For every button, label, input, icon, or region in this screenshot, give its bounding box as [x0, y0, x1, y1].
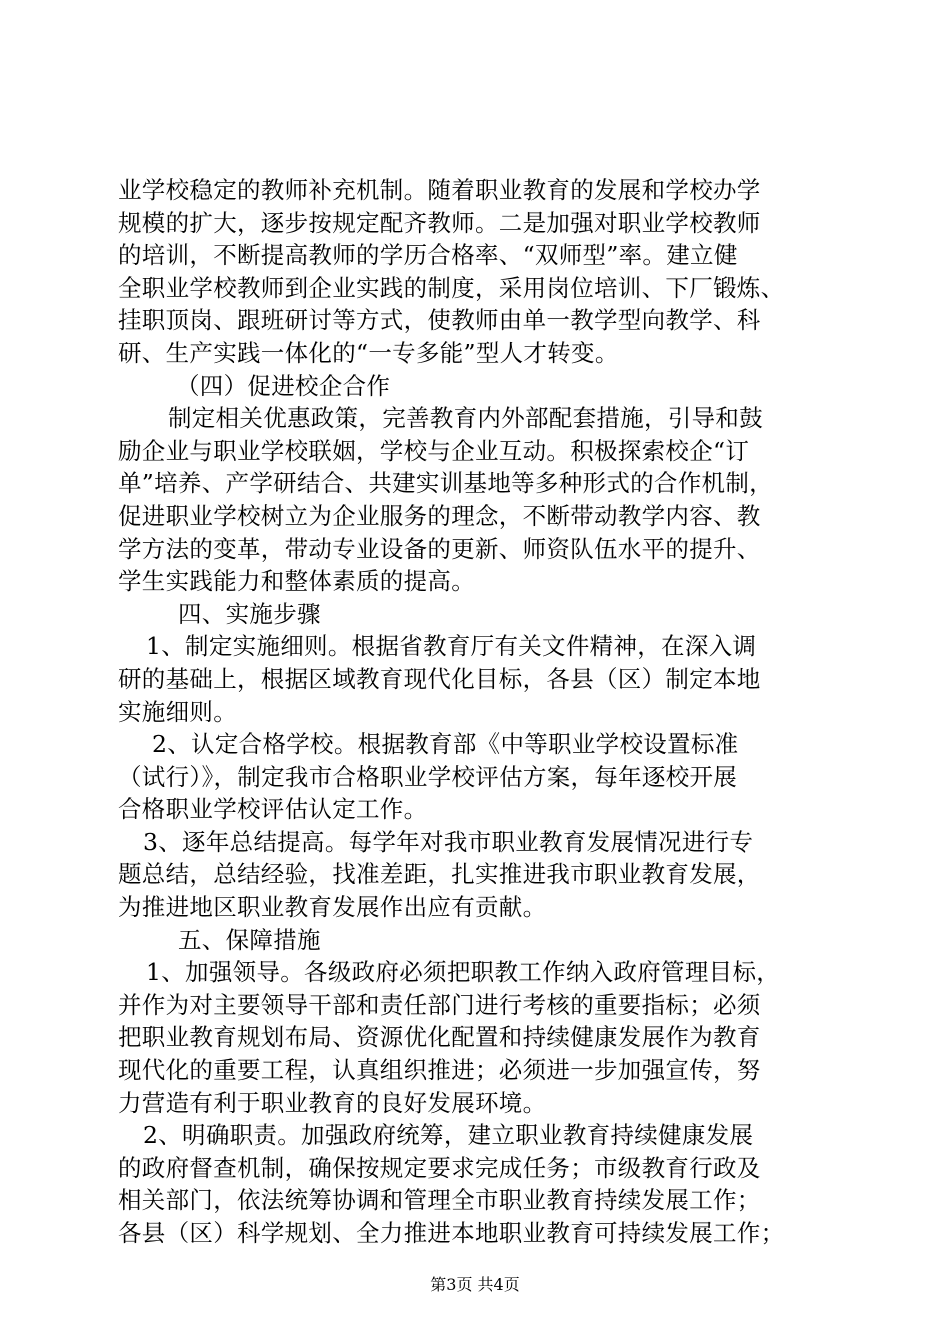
body-line: 学方法的变革，带动专业设备的更新、师资队伍水平的提升、 [118, 534, 761, 563]
section-heading: 五、保障措施 [178, 925, 321, 954]
body-line: 励企业与职业学校联姻，学校与企业互动。积极探索校企“订 [118, 436, 750, 465]
paragraph-first-line: 1、制定实施细则。根据省教育厅有关文件精神，在深入调 [146, 632, 757, 661]
body-line: 力营造有利于职业教育的良好发展环境。 [118, 1088, 547, 1117]
section-heading: 四、实施步骤 [178, 599, 321, 628]
paragraph-first-line: 2、明确职责。加强政府统筹，建立职业教育持续健康发展 [143, 1121, 754, 1150]
body-line: 的培训，不断提高教师的学历合格率、“双师型”率。建立健 [118, 241, 738, 270]
body-line: 题总结，总结经验，找准差距，扎实推进我市职业教育发展， [118, 860, 761, 889]
body-line: 相关部门，依法统筹协调和管理全市职业教育持续发展工作； [118, 1186, 761, 1215]
body-line: 单”培养、产学研结合、共建实训基地等多种形式的合作机制， [118, 469, 773, 498]
body-line: 促进职业学校树立为企业服务的理念，不断带动教学内容、教 [118, 501, 761, 530]
paragraph-first-line: 3、逐年总结提高。每学年对我市职业教育发展情况进行专 [143, 827, 754, 856]
body-line: 研、生产实践一体化的“一专多能”型人才转变。 [118, 338, 619, 367]
paragraph-first-line: 1、加强领导。各级政府必须把职教工作纳入政府管理目标， [146, 958, 781, 987]
body-line: 挂职顶岗、跟班研讨等方式，使教师由单一教学型向教学、科 [118, 306, 761, 335]
body-line: 的政府督查机制，确保按规定要求完成任务；市级教育行政及 [118, 1153, 761, 1182]
section-heading: （四）促进校企合作 [176, 371, 391, 400]
page-number-footer: 第3页 共4页 [430, 1275, 520, 1294]
body-line: 研的基础上，根据区域教育现代化目标，各县（区）制定本地 [118, 664, 761, 693]
body-line: 各县（区）科学规划、全力推进本地职业教育可持续发展工作； [118, 1219, 785, 1247]
body-line: 学生实践能力和整体素质的提高。 [118, 567, 475, 596]
body-line: 并作为对主要领导干部和责任部门进行考核的重要指标；必须 [118, 990, 761, 1019]
body-line: 合格职业学校评估认定工作。 [118, 795, 428, 824]
body-line: 实施细则。 [118, 697, 237, 726]
paragraph-first-line: 制定相关优惠政策，完善教育内外部配套措施，引导和鼓 [168, 404, 763, 433]
body-line: （试行）》，制定我市合格职业学校评估方案，每年逐校开展 [118, 762, 738, 791]
body-line: 为推进地区职业教育发展作出应有贡献。 [118, 893, 547, 922]
body-line: 把职业教育规划布局、资源优化配置和持续健康发展作为教育 [118, 1023, 761, 1052]
body-line: 全职业学校教师到企业实践的制度，采用岗位培训、下厂锻炼、 [118, 273, 785, 302]
document-body [118, 174, 838, 1250]
body-line: 业学校稳定的教师补充机制。随着职业教育的发展和学校办学 [118, 176, 761, 204]
paragraph-first-line: 2、认定合格学校。根据教育部《中等职业学校设置标准 [152, 730, 739, 759]
body-line: 现代化的重要工程，认真组织推进；必须进一步加强宣传，努 [118, 1056, 761, 1085]
body-line: 规模的扩大，逐步按规定配齐教师。二是加强对职业学校教师 [118, 208, 761, 237]
